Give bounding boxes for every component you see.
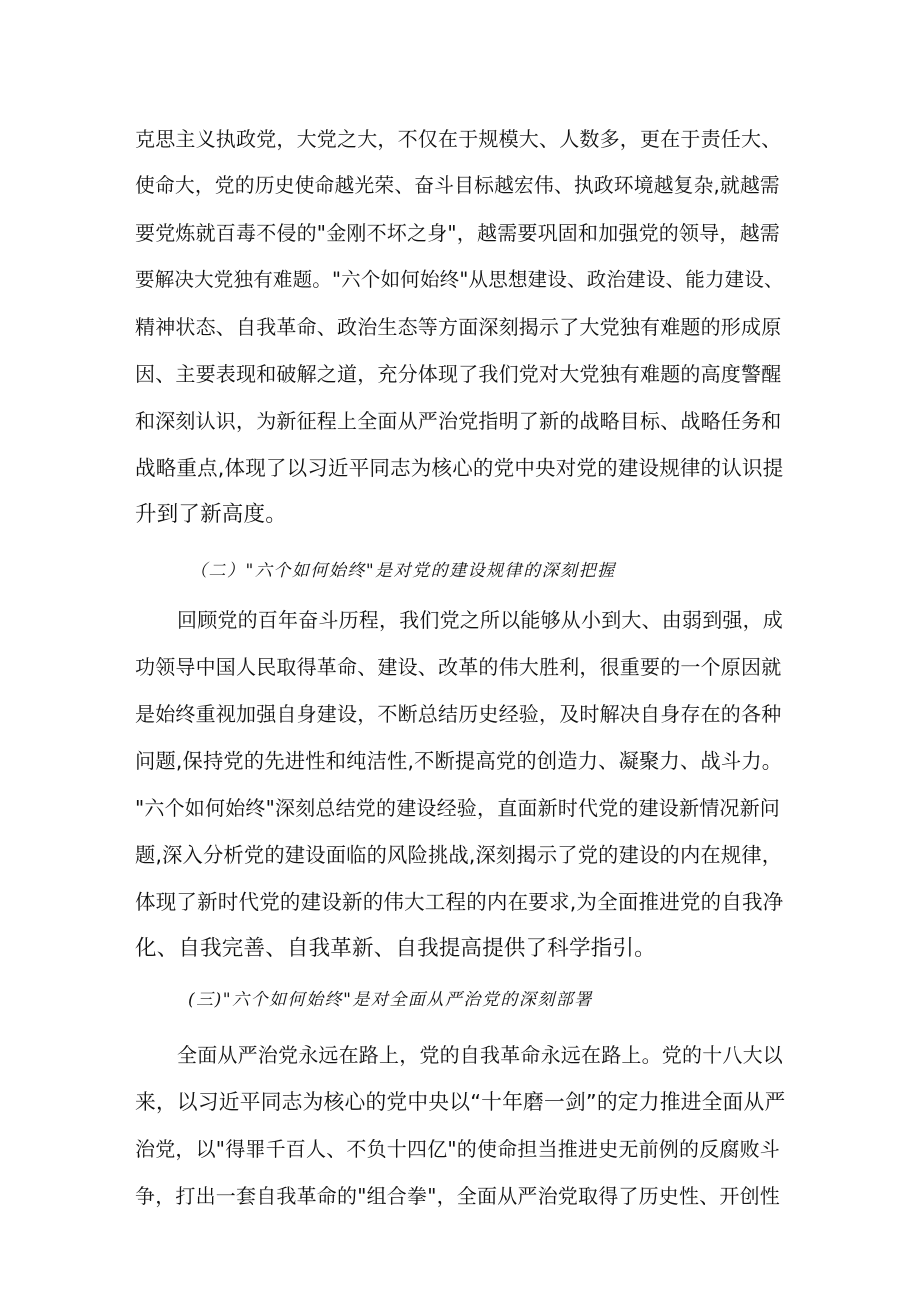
paragraph-3-line-1: 全面从严治党永远在路上，党的自我革命永远在路上。党的十八大以 (177, 1043, 783, 1067)
paragraph-2-line-4: 问题,保持党的先进性和纯洁性,不断提高党的创造力、凝聚力、战斗力。 (135, 749, 783, 773)
paragraph-2-line-2: 功领导中国人民取得革命、建设、改革的伟大胜利，很重要的一个原因就 (135, 655, 782, 679)
section-heading-2: （二）"六个如何始终"是对党的建设规律的深刻把握 (190, 561, 616, 581)
paragraph-1-line-8: 战略重点,体现了以习近平同志为核心的党中央对党的建设规律的认识提 (135, 456, 784, 480)
paragraph-1-line-2: 使命大，党的历史使命越光荣、奋斗目标越宏伟、执政环境越复杂,就越需 (135, 174, 780, 197)
paragraph-3-line-3: 治党，以"得罪千百人、不负十四亿"的使命担当推进史无前例的反腐败斗 (135, 1137, 780, 1161)
paragraph-1-line-4: 要解决大党独有难题。"六个如何始终"从思想建设、政治建设、能力建设、 (135, 268, 784, 291)
paragraph-1-line-5: 精神状态、自我革命、政治生态等方面深刻揭示了大党独有难题的形成原 (135, 315, 782, 339)
paragraph-3-line-4: 争，打出一套自我革命的"组合拳"，全面从严治党取得了历史性、开创性 (135, 1184, 780, 1208)
paragraph-1-line-1: 克思主义执政党，大党之大，不仅在于规模大、人数多，更在于责任大、 (135, 127, 782, 151)
paragraph-1-line-3: 要党炼就百毒不侵的"金刚不坏之身"，越需要巩固和加强党的领导，越需 (135, 221, 780, 245)
paragraph-2-line-3: 是始终重视加强自身建设，不断总结历史经验，及时解决自身存在的各种 (135, 702, 782, 726)
paragraph-2-line-7: 体现了新时代党的建设新的伟大工程的内在要求,为全面推进党的自我净 (135, 890, 784, 914)
paragraph-1-line-6: 因、主要表现和破解之道，充分体现了我们党对大党独有难题的高度警醒 (135, 362, 782, 386)
paragraph-3-line-2: 来，以习近平同志为核心的党中央以“十年磨一剑”的定力推进全面从严 (135, 1090, 786, 1114)
paragraph-2-line-8: 化、自我完善、自我革新、自我提高提供了科学指引。 (135, 936, 656, 961)
paragraph-1-line-9: 升到了新高度。 (135, 502, 287, 527)
paragraph-2-line-1: 回顾党的百年奋斗历程，我们党之所以能够从小到大、由弱到强，成 (177, 608, 783, 632)
section-heading-3: (三)"六个如何始终"是对全面从严治党的深刻部署 (188, 990, 593, 1010)
paragraph-2-line-6: 题,深入分析党的建设面临的风险挑战,深刻揭示了党的建设的内在规律， (135, 843, 783, 867)
paragraph-1-line-7: 和深刻认识，为新征程上全面从严治党指明了新的战略目标、战略任务和 (135, 409, 782, 433)
paragraph-2-line-5: "六个如何始终"深刻总结党的建设经验，直面新时代党的建设新情况新问 (135, 796, 780, 820)
